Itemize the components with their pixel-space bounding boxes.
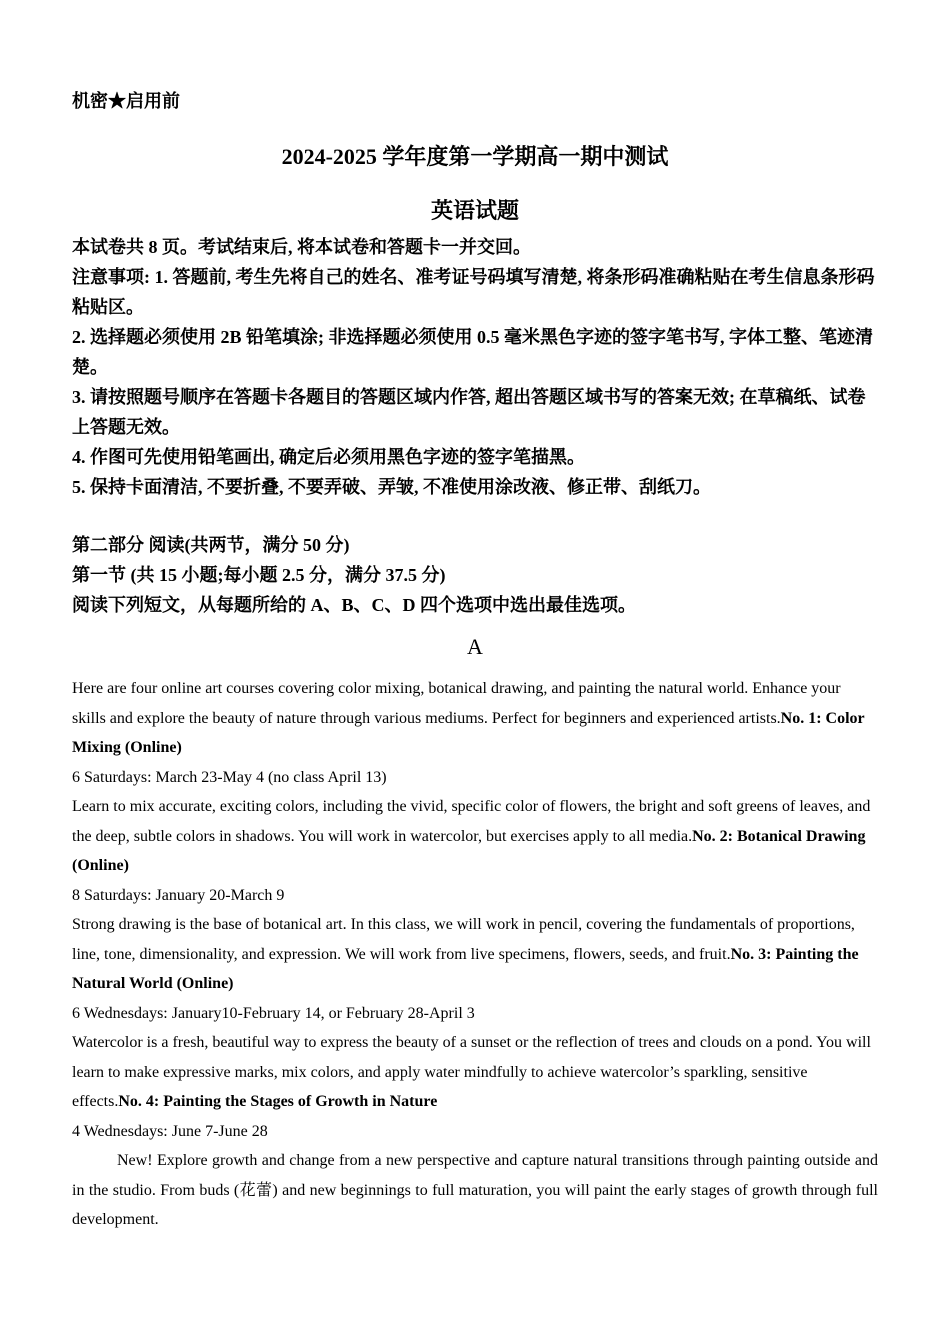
confidential-label: 机密★启用前 bbox=[72, 91, 180, 111]
passage-paragraph bbox=[72, 1028, 878, 1117]
course-description: Watercolor is a fresh, beautiful way to express the beauty of a sunset or the reflection of trees and clouds on a pond. You will learn to make expressive marks, mix colors, and apply water mindfully to achieve watercolor’s sparkling, sensitive effects. bbox=[72, 1034, 871, 1110]
course-description: Strong drawing is the base of botanical art. In this class, we will work in pencil, covering the fundamentals of proportions, line, tone, dimensionality, and expression. We will work from live specimens, flowers, seeds, and fruit. bbox=[72, 916, 855, 963]
course-description: New! Explore growth and change from a new perspective and capture natural transitions through painting outside and in the studio. From buds (花蕾) and new beginnings to full maturation, you will paint the early stages of growth through full development. bbox=[72, 1152, 878, 1228]
course-schedule: 4 Wednesdays: June 7-June 28 bbox=[72, 1122, 268, 1140]
passage-paragraph bbox=[72, 910, 878, 999]
passage-intro: Here are four online art courses covering color mixing, botanical drawing, and painting the natural world. Enhance your skills and explore the beauty of nature through various mediums. Perfect for beginners and experienced artists. bbox=[72, 680, 841, 727]
part-heading: 第二部分 阅读(共两节，满分 50 分) bbox=[72, 535, 350, 555]
passage-body bbox=[72, 674, 878, 1235]
course-heading: No. 1: Color Mixing (Online) bbox=[72, 709, 865, 756]
course-description: Learn to mix accurate, exciting colors, including the vivid, specific color of flowers, the bright and soft greens of leaves, and the deep, subtle colors in shadows. You will work in watercolor, but exercises apply to all media. bbox=[72, 798, 871, 845]
passage-paragraph bbox=[72, 792, 878, 881]
course-heading: No. 4: Painting the Stages of Growth in Nature bbox=[118, 1093, 438, 1110]
note-line: 注意事项: 1. 答题前, 考生先将自己的姓名、准考证号码填写清楚, 将条形码准确粘贴在考生信息条形码粘贴区。 bbox=[72, 267, 875, 317]
passage-letter: A bbox=[467, 634, 483, 659]
course-heading: No. 2: Botanical Drawing (Online) bbox=[72, 827, 866, 874]
note-line: 5. 保持卡面清洁, 不要折叠, 不要弄破、弄皱, 不准使用涂改液、修正带、刮纸刀。 bbox=[72, 477, 711, 497]
exam-page bbox=[72, 88, 878, 1235]
section-instruction: 阅读下列短文，从每题所给的 A、B、C、D 四个选项中选出最佳选项。 bbox=[72, 595, 636, 615]
note-line: 4. 作图可先使用铅笔画出, 确定后必须用黑色字迹的签字笔描黑。 bbox=[72, 447, 585, 467]
exam-subtitle: 英语试题 bbox=[430, 198, 519, 223]
passage-paragraph bbox=[72, 674, 878, 763]
note-line: 本试卷共 8 页。考试结束后, 将本试卷和答题卡一并交回。 bbox=[72, 237, 531, 257]
section-header bbox=[72, 530, 878, 620]
exam-title: 2024-2025 学年度第一学期高一期中测试 bbox=[281, 144, 669, 169]
course-schedule: 6 Saturdays: March 23-May 4 (no class April 13) bbox=[72, 768, 387, 786]
course-heading: No. 3: Painting the Natural World (Online) bbox=[72, 945, 859, 992]
instructions-block bbox=[72, 232, 878, 502]
note-line: 3. 请按照题号顺序在答题卡各题目的答题区域内作答, 超出答题区域书写的答案无效; 在草稿纸、试卷上答题无效。 bbox=[72, 387, 866, 437]
note-line: 2. 选择题必须使用 2B 铅笔填涂; 非选择题必须使用 0.5 毫米黑色字迹的签字笔书写, 字体工整、笔迹清楚。 bbox=[72, 327, 873, 377]
course-schedule: 6 Wednesdays: January10-February 14, or February 28-April 3 bbox=[72, 1004, 475, 1022]
course-schedule: 8 Saturdays: January 20-March 9 bbox=[72, 886, 285, 904]
subsection-heading: 第一节 (共 15 小题;每小题 2.5 分，满分 37.5 分) bbox=[72, 565, 446, 585]
